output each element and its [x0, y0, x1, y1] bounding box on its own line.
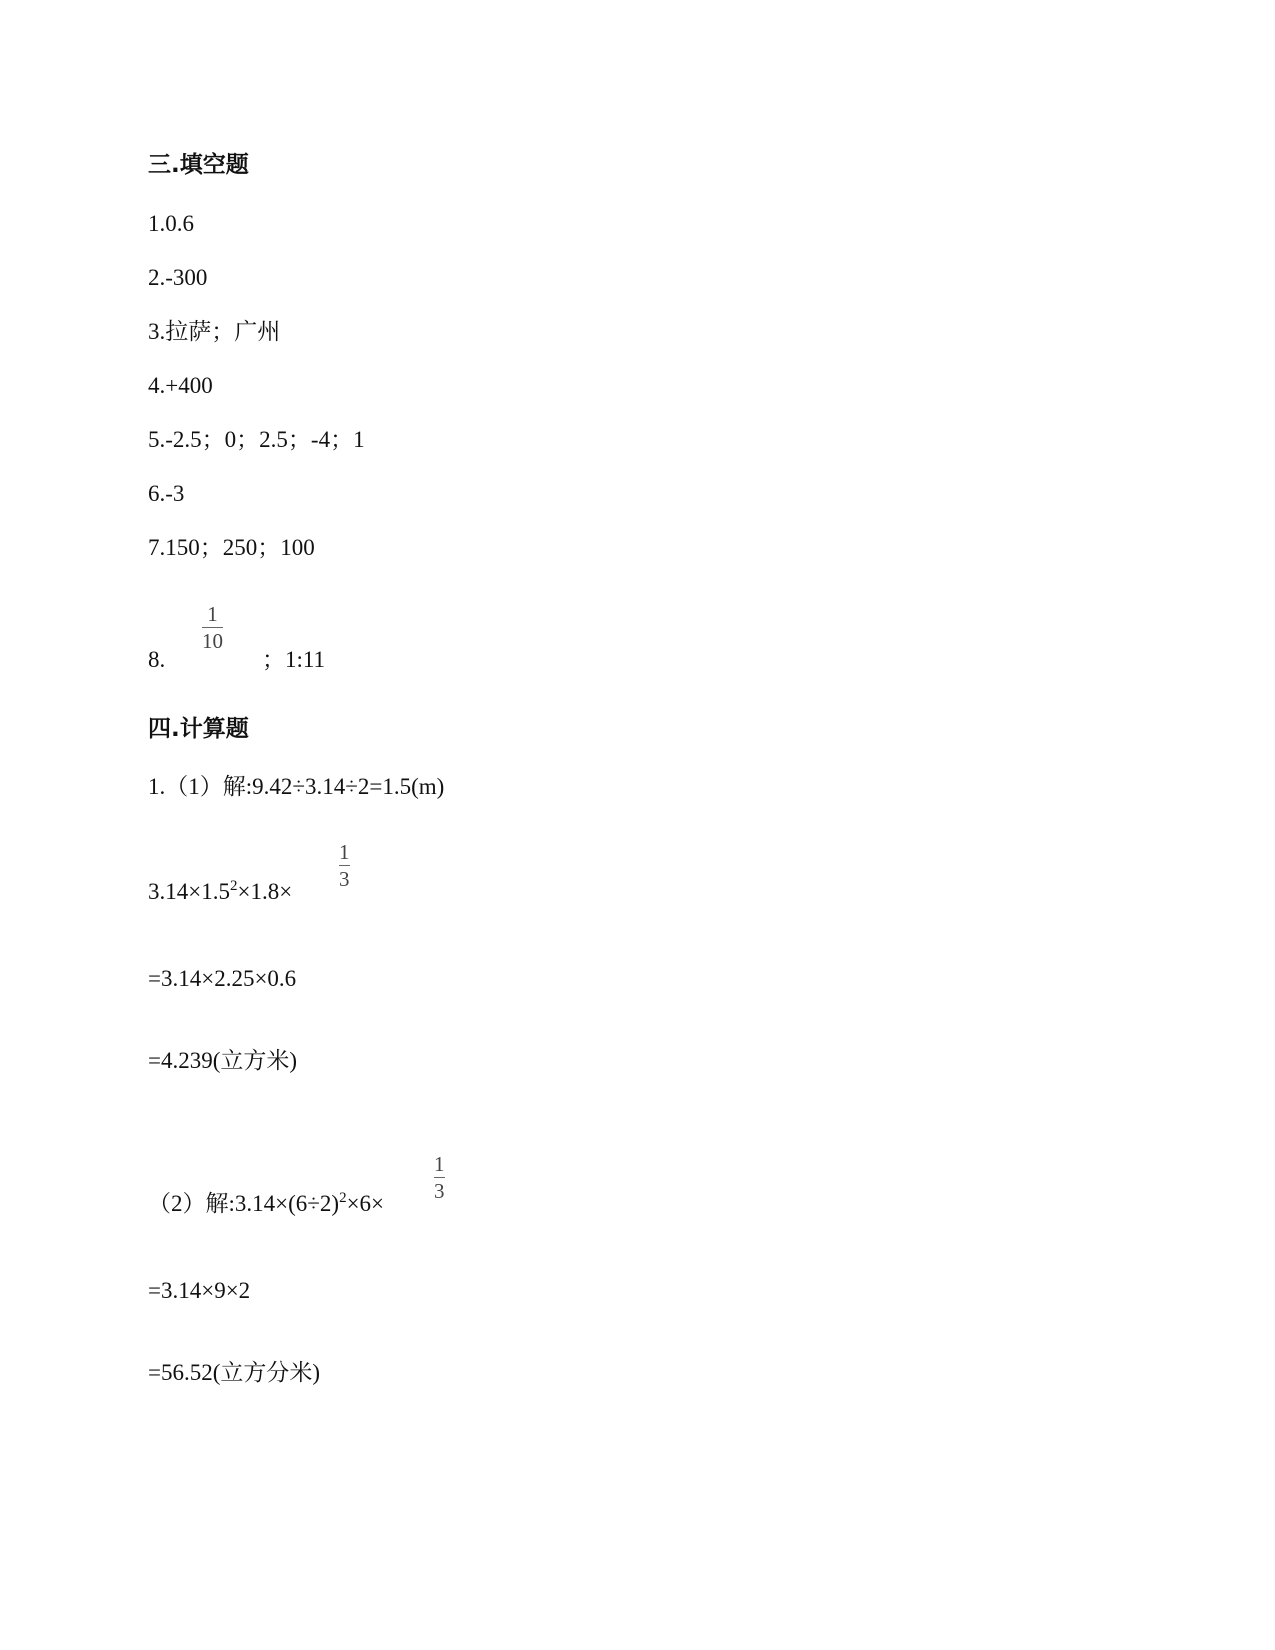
q1-step-2: =4.239(立方米) [148, 1048, 298, 1073]
q1-expr-exponent: 2 [229, 878, 238, 894]
q2-step-1: =3.14×9×2 [148, 1278, 251, 1303]
section-heading-fill-in: 三.填空题 [148, 152, 249, 178]
fraction-numerator: 1 [434, 1152, 445, 1176]
q1-expr-b: ×1.8× [237, 879, 293, 904]
fraction-denominator: 3 [339, 867, 350, 891]
q2-step-2: =56.52(立方分米) [148, 1360, 321, 1385]
answer-item-8-label: 8. [148, 647, 166, 672]
fraction-one-third [339, 842, 350, 890]
fraction-numerator: 1 [207, 602, 218, 626]
fraction-one-third [434, 1154, 445, 1202]
fraction-numerator: 1 [339, 840, 350, 864]
answer-item-5: 5.-2.5；0；2.5；-4；1 [148, 427, 365, 452]
answer-item-8-rest: ；1:11 [262, 647, 326, 672]
answer-item-1: 1.0.6 [148, 211, 194, 236]
answer-item-4: 4.+400 [148, 373, 213, 398]
q2-expr-b: ×6× [346, 1191, 385, 1216]
q1-step-1: =3.14×2.25×0.6 [148, 966, 297, 991]
fraction-denominator: 3 [434, 1179, 445, 1203]
q2-expr-a: （2）解:3.14×(6÷2) [148, 1191, 340, 1216]
fraction-one-tenth [202, 604, 223, 652]
section-heading-calculation: 四.计算题 [148, 716, 249, 742]
answer-item-2: 2.-300 [148, 265, 208, 290]
q1-expr-a: 3.14×1.5 [148, 879, 230, 904]
fraction-denominator: 10 [202, 629, 223, 653]
q1-solution-line: 1.（1）解:9.42÷3.14÷2=1.5(m) [148, 774, 445, 799]
answer-item-6: 6.-3 [148, 481, 185, 506]
q2-expr-exponent: 2 [339, 1190, 347, 1206]
answer-item-7: 7.150；250；100 [148, 535, 315, 560]
answer-item-3: 3.拉萨；广州 [148, 319, 281, 344]
